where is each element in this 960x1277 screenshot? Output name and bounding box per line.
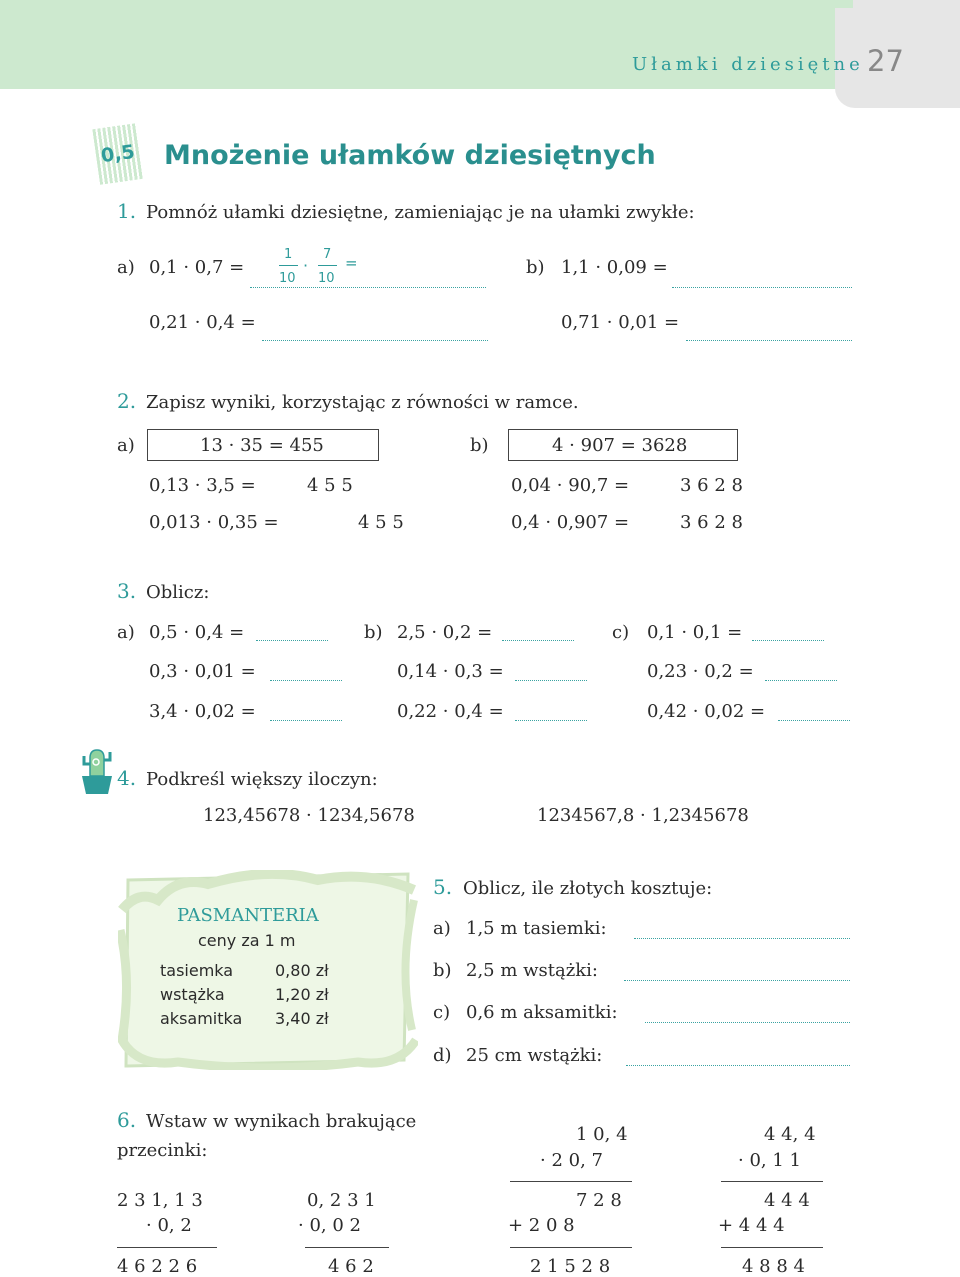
product-option[interactable]: 1234567,8 · 1,2345678 bbox=[537, 805, 749, 826]
calc-rule bbox=[721, 1181, 823, 1182]
subtask-label: a) bbox=[117, 257, 135, 278]
calc-top: 4 4, 4 bbox=[764, 1124, 816, 1145]
subtask-label: a) bbox=[433, 918, 451, 939]
expression: 0,4 · 0,907 = bbox=[511, 512, 630, 533]
price-item-value: 0,80 zł bbox=[275, 961, 329, 980]
calc-result[interactable]: 4 6 2 2 6 bbox=[117, 1256, 198, 1277]
task-number: 4. bbox=[117, 766, 137, 790]
answer-line[interactable] bbox=[626, 1065, 850, 1066]
calc-partial: 7 2 8 bbox=[576, 1190, 622, 1211]
question: 1,5 m tasiemki: bbox=[466, 918, 607, 939]
price-item-name: aksamitka bbox=[160, 1009, 243, 1028]
task-instruction: Zapisz wyniki, korzystając z równości w ramce. bbox=[146, 392, 579, 413]
task-instruction: Podkreśl większy iloczyn: bbox=[146, 769, 378, 790]
answer-line[interactable] bbox=[502, 640, 574, 641]
calc-top: 1 0, 4 bbox=[576, 1124, 628, 1145]
answer-line[interactable] bbox=[686, 340, 852, 341]
price-item-name: wstążka bbox=[160, 985, 225, 1004]
hint-numerator: 1 bbox=[284, 247, 293, 262]
header-band bbox=[0, 0, 853, 89]
calc-multiplier: · 0, 0 2 bbox=[298, 1215, 361, 1236]
expression: 2,5 · 0,2 = bbox=[397, 622, 493, 643]
expression: 1,1 · 0,09 = bbox=[561, 257, 668, 278]
expression: 0,13 · 3,5 = bbox=[149, 475, 256, 496]
calc-top: 0, 2 3 1 bbox=[307, 1190, 376, 1211]
task-instruction: Oblicz: bbox=[146, 582, 210, 603]
calc-rule bbox=[305, 1247, 389, 1248]
calc-rule bbox=[510, 1181, 632, 1182]
hint-numerator: 7 bbox=[323, 247, 332, 262]
price-item-value: 1,20 zł bbox=[275, 985, 329, 1004]
answer-line[interactable] bbox=[270, 680, 342, 681]
answer-line[interactable] bbox=[262, 340, 488, 341]
expression: 0,1 · 0,7 = bbox=[149, 257, 245, 278]
task-number: 2. bbox=[117, 389, 137, 413]
task-instruction: Pomnóż ułamki dziesiętne, zamieniając je na ułamki zwykłe: bbox=[146, 202, 695, 223]
digit-answer: 3 6 2 8 bbox=[680, 512, 743, 533]
calc-result[interactable]: 4 8 8 4 bbox=[742, 1256, 805, 1277]
calc-rule bbox=[510, 1247, 632, 1248]
digit-answer: 4 5 5 bbox=[358, 512, 404, 533]
digit-answer: 3 6 2 8 bbox=[680, 475, 743, 496]
task-number: 5. bbox=[433, 875, 453, 899]
expression: 0,1 · 0,1 = bbox=[647, 622, 743, 643]
digit-answer: 4 5 5 bbox=[307, 475, 353, 496]
calc-partial: + 4 4 4 bbox=[718, 1215, 785, 1236]
cactus-icon bbox=[76, 746, 118, 796]
expression: 0,22 · 0,4 = bbox=[397, 701, 504, 722]
expression: 0,013 · 0,35 = bbox=[149, 512, 279, 533]
fraction-bar bbox=[318, 265, 337, 266]
calc-result[interactable]: 2 1 5 2 8 bbox=[530, 1256, 611, 1277]
subtask-label: c) bbox=[612, 622, 630, 643]
expression: 0,23 · 0,2 = bbox=[647, 661, 754, 682]
hint-multiply: · bbox=[303, 256, 309, 275]
expression: 3,4 · 0,02 = bbox=[149, 701, 256, 722]
price-item-name: tasiemka bbox=[160, 961, 234, 980]
subtask-label: b) bbox=[364, 622, 383, 643]
price-item-value: 3,40 zł bbox=[275, 1009, 329, 1028]
task-instruction: Oblicz, ile złotych kosztuje: bbox=[463, 878, 713, 899]
page-title: Mnożenie ułamków dziesiętnych bbox=[164, 140, 656, 171]
subtask-label: c) bbox=[433, 1002, 451, 1023]
answer-line[interactable] bbox=[672, 287, 852, 288]
expression: 0,21 · 0,4 = bbox=[149, 312, 256, 333]
answer-line[interactable] bbox=[765, 680, 837, 681]
section-badge: 0,5 bbox=[99, 140, 137, 168]
card-title: PASMANTERIA bbox=[177, 905, 319, 926]
expression: 0,04 · 90,7 = bbox=[511, 475, 630, 496]
subtask-label: d) bbox=[433, 1045, 452, 1066]
subtask-label: a) bbox=[117, 622, 135, 643]
answer-line[interactable] bbox=[752, 640, 824, 641]
answer-line[interactable] bbox=[515, 720, 587, 721]
expression: 0,42 · 0,02 = bbox=[647, 701, 766, 722]
subtask-label: a) bbox=[117, 435, 135, 456]
answer-line[interactable] bbox=[250, 287, 486, 288]
task-instruction: Wstaw w wynikach brakujące bbox=[146, 1111, 417, 1132]
answer-line[interactable] bbox=[634, 938, 850, 939]
page-number: 27 bbox=[867, 44, 904, 78]
hint-denominator: 10 bbox=[279, 271, 296, 286]
subtask-label: b) bbox=[433, 960, 452, 981]
calc-rule bbox=[721, 1247, 823, 1248]
framed-equation: 13 · 35 = 455 bbox=[200, 435, 324, 456]
question: 25 cm wstążki: bbox=[466, 1045, 603, 1066]
answer-line[interactable] bbox=[778, 720, 850, 721]
running-title: Ułamki dziesiętne bbox=[632, 54, 864, 75]
fraction-bar bbox=[279, 265, 298, 266]
task-number: 3. bbox=[117, 579, 137, 603]
calc-partial: 4 4 4 bbox=[764, 1190, 810, 1211]
answer-line[interactable] bbox=[270, 720, 342, 721]
calc-rule bbox=[117, 1247, 217, 1248]
calc-top: 2 3 1, 1 3 bbox=[117, 1190, 203, 1211]
subtask-label: b) bbox=[526, 257, 545, 278]
hint-denominator: 10 bbox=[318, 271, 335, 286]
card-subtitle: ceny za 1 m bbox=[198, 931, 296, 950]
expression: 0,71 · 0,01 = bbox=[561, 312, 680, 333]
expression: 0,14 · 0,3 = bbox=[397, 661, 504, 682]
answer-line[interactable] bbox=[624, 980, 850, 981]
calc-multiplier: · 2 0, 7 bbox=[540, 1150, 603, 1171]
task-number: 6. bbox=[117, 1108, 137, 1132]
framed-equation: 4 · 907 = 3628 bbox=[552, 435, 688, 456]
task-number: 1. bbox=[117, 199, 137, 223]
page-corner bbox=[853, 0, 960, 8]
calc-partial: + 2 0 8 bbox=[508, 1215, 575, 1236]
question: 0,6 m aksamitki: bbox=[466, 1002, 618, 1023]
answer-line[interactable] bbox=[515, 680, 587, 681]
expression: 0,5 · 0,4 = bbox=[149, 622, 245, 643]
hint-equals: = bbox=[345, 254, 358, 272]
question: 2,5 m wstążki: bbox=[466, 960, 598, 981]
calc-multiplier: · 0, 2 bbox=[146, 1215, 192, 1236]
subtask-label: b) bbox=[470, 435, 489, 456]
product-option[interactable]: 123,45678 · 1234,5678 bbox=[203, 805, 415, 826]
calc-result[interactable]: 4 6 2 bbox=[328, 1256, 374, 1277]
calc-multiplier: · 0, 1 1 bbox=[738, 1150, 801, 1171]
task-instruction: przecinki: bbox=[117, 1140, 208, 1161]
answer-line[interactable] bbox=[256, 640, 328, 641]
answer-line[interactable] bbox=[645, 1022, 850, 1023]
expression: 0,3 · 0,01 = bbox=[149, 661, 256, 682]
